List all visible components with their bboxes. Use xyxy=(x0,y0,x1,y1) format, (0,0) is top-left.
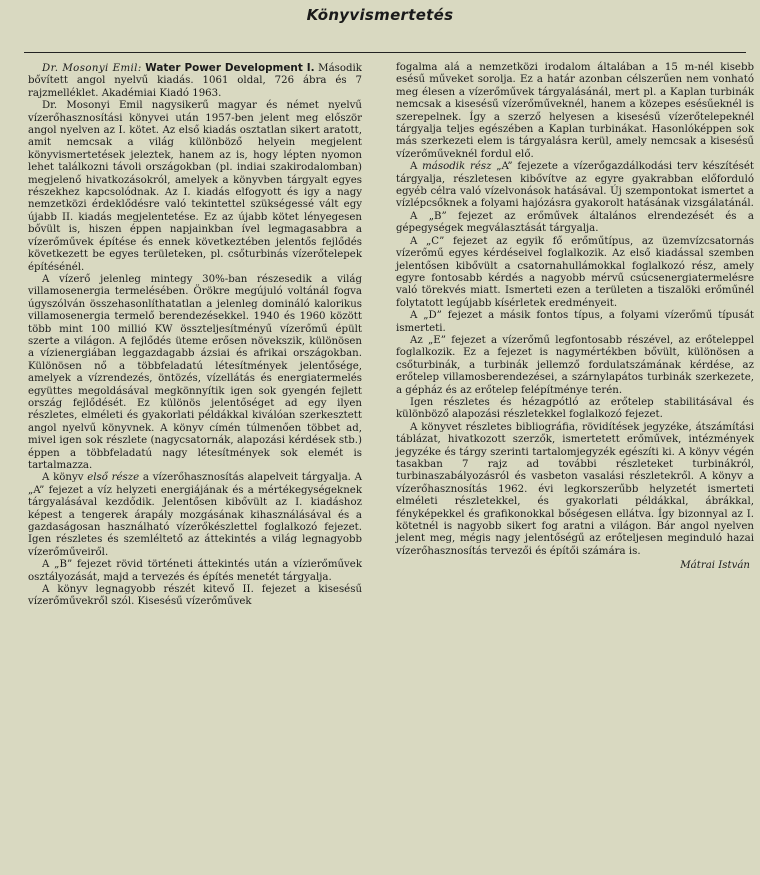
paragraph xyxy=(28,472,362,559)
paragraph: A könyvet részletes bibliográfia, rövidítések jegyzéke, átszámítási táblázat, hivatkozott szerzők, ismertetett erőművek, intézmények jegyzéke és tárgy szerinti tartalomjegyzék egészíti ki. A könyv végén tasakban 7 rajz ad további részleteket turbinákról, turbinaszabályozásról és vasbeton vasalási részletekről. A könyv a vízerőhasznosítás 1962. évi legkorszerűbb helyzetét ismerteti elméleti részletekkel, és gyakorlati példákkal, ábrákkal, fényképekkel és grafikonokkal bőségesen ellátva. Így bizonnyal az I. kötetnél is nagyobb sikert fog aratni a világon. Bár angol nyelven jelent meg, mégis nagy jelentőségű az erőteljesen meginduló hazai vízerőhasznosítás tervezői és építői számára is. xyxy=(396,421,754,557)
book-title: Water Power Development I. xyxy=(145,62,315,74)
title-divider xyxy=(24,52,746,53)
paragraph: A „C” fejezet az egyik fő erőműtípus, az üzemvízcsatornás vízerőmű egyes kérdéseivel foglalkozik. Az első kiadással szemben jelentősen kibővült a csatornahullámokkal foglalkozó rész, amely egyre fontosabb kérdés a nagyobb mérvű csúcsenergiatermelésre való törekvés miatt. Ismerteti ezen a területen a tiszalöki erőműnél folytatott legújabb kísérletek eredményeit. xyxy=(396,235,754,309)
paragraph: fogalma alá a nemzetközi irodalom általában a 15 m-nél kisebb esésű műveket sorolja. Ez a határ azonban célszerűen nem vonható meg élesen a vízerőművek tárgyalásánál, mert pl. a Kaplan turbinák nemcsak a kisesésű vízerőműveknél, hanem a közepes esésűeknél is szerepelnek. Így a szerző helyesen a kisesésű vízerőtelepeknél tárgyalja teljes egészében a Kaplan turbinákat. Hasonlóképpen sok más szerkezeti elem is tárgyalásra kerül, amely nemcsak a kisesésű vízerőműveknél fordul elő. xyxy=(396,62,754,160)
reviewer-signature: Mátrai István xyxy=(680,560,750,572)
text-run: A xyxy=(410,161,423,173)
right-column xyxy=(396,62,754,573)
page-title: Könyvismertetés xyxy=(306,6,454,24)
paragraph: A „B” fejezet az erőművek általános elrendezését és a gépegységek megválasztását tárgyalja. xyxy=(396,210,754,235)
text-run: „A” fejezete a vízerőgazdálkodási terv készítését tárgyalja, részletesen kibővítve az egyre gyakrabban előforduló egyéb célra való vízelvonások hatásával. Új szempontokat ismertet a vízlépcsőknek a folyami hajózásra gyakorolt hatásának vizsgálatánál. xyxy=(396,161,754,210)
paragraph: A „D” fejezet a másik fontos típus, a folyami vízerőmű típusát ismerteti. xyxy=(396,310,754,334)
paragraph xyxy=(396,161,754,211)
text-run: a vízerőhasznosítás alapelveit tárgyalja. A „A” fejezet a víz helyzeti energiájának és a mértékegységeknek tárgyalásával kezdődik. Jelentősen kibővült az I. kiadáshoz képest a tengerek árapály mozgásának kihasználásával és a gazdaságosan használható vízerőkészlettel foglalkozó fejezet. Igen részletes és szemléltető az áttekintés a világ legnagyobb vízerőműveiről. xyxy=(28,472,362,558)
emphasis: második rész xyxy=(422,161,492,173)
book-author: Dr. Mosonyi Emil: xyxy=(42,63,142,74)
text-run: A könyv xyxy=(42,472,88,484)
paragraph: Dr. Mosonyi Emil nagysikerű magyar és német nyelvű vízerőhasznosítási könyvei után 1957-ben jelent meg először angol nyelven az I. kötet. Az első kiadás osztatlan sikert aratott, amit nemcsak a világ különböző helyein megjelent könyvismertetések jeleztek, hanem az is, hogy lépten nyomon lehet találkozni távoli országokban (pl. indiai szakirodalomban) megjelenő hivatkozásokról, amelyek a könyvben tárgyalt egyes részekhez kapcsolódnak. Az I. kiadás elfogyott és igy a nagy nemzetközi érdeklődésre való tekintettel szükségessé vált egy újabb II. kiadás megjelentetése. Ez az újabb kötet lényegesen bővült is, hiszen éppen napjainkban ível legmagasabbra a vízerőművek építése és ennek következtében jelentős fejlődés következett be egyes területeken, pl. csőturbinás vízerőtelepek építésénél. xyxy=(28,100,362,273)
paragraph: A vízerő jelenleg mintegy 30%-ban részesedik a világ villamosenergia termelésében. Örökre megújuló voltánál fogva úgyszólván összehasonlíthatatlan a jelenleg domináló kalorikus villamosenergia termelő berendezésekkel. 1940 és 1960 között több mint 100 millió KW összteljesítményű vízerőmű épült szerte a világon. A fejlődés üteme erősen növekszik, különösen a vízienergiában leggazdagabb ázsiai és afrikai országokban. Különösen nő a többfeladatú létesítmények jelentősége, amelyek a vízrendezés, öntözés, vízellátás és energiatermelés együttes megoldásával megkönnyítik igen sok gyengén fejlett ország fejlődését. Ez különös jelentőséget ad egy ilyen részletes, elméleti és gyakorlati példákkal kiválóan szerkesztett angol nyelvű könyvnek. A könyv címén túlmenően többet ad, mivel igen sok részlete (nagycsatornák, alapozási kérdések stb.) éppen a többfeladatú nagy létesítmények sok elemét is tartalmazza. xyxy=(28,273,362,471)
paragraph: A „B” fejezet rövid történeti áttekintés után a vízierőművek osztályozását, majd a tervezés és építés menetét tárgyalja. xyxy=(28,559,362,583)
book-details: Második bővített angol nyelvű kiadás. 1061 oldal, 726 ábra és 7 rajzmelléklet. Akadémiai Kiadó 1963. xyxy=(28,63,362,99)
emphasis: első része xyxy=(87,472,140,484)
paragraph: Az „E” fejezet a vízerőmű legfontosabb részével, az erőteleppel foglalkozik. Ez a fejezet is nagymértékben bővült, különösen a csőturbinák, a turbinák jellemző fordulatszámának kérdése, az erőtelep villamosberendezései, a szárnylapátos turbinák szerkezete, a gépház és az erőtelep felépítménye terén. xyxy=(396,334,754,396)
paragraph: Igen részletes és hézagpótló az erőtelep stabilitásával és különböző alapozási részletekkel foglalkozó fejezet. xyxy=(396,396,754,421)
left-column xyxy=(28,62,362,609)
paragraph: A könyv legnagyobb részét kitevő II. fejezet a kisesésű vízerőművekről szól. Kisesésű vízerőművek xyxy=(28,584,362,608)
book-citation xyxy=(28,62,362,100)
